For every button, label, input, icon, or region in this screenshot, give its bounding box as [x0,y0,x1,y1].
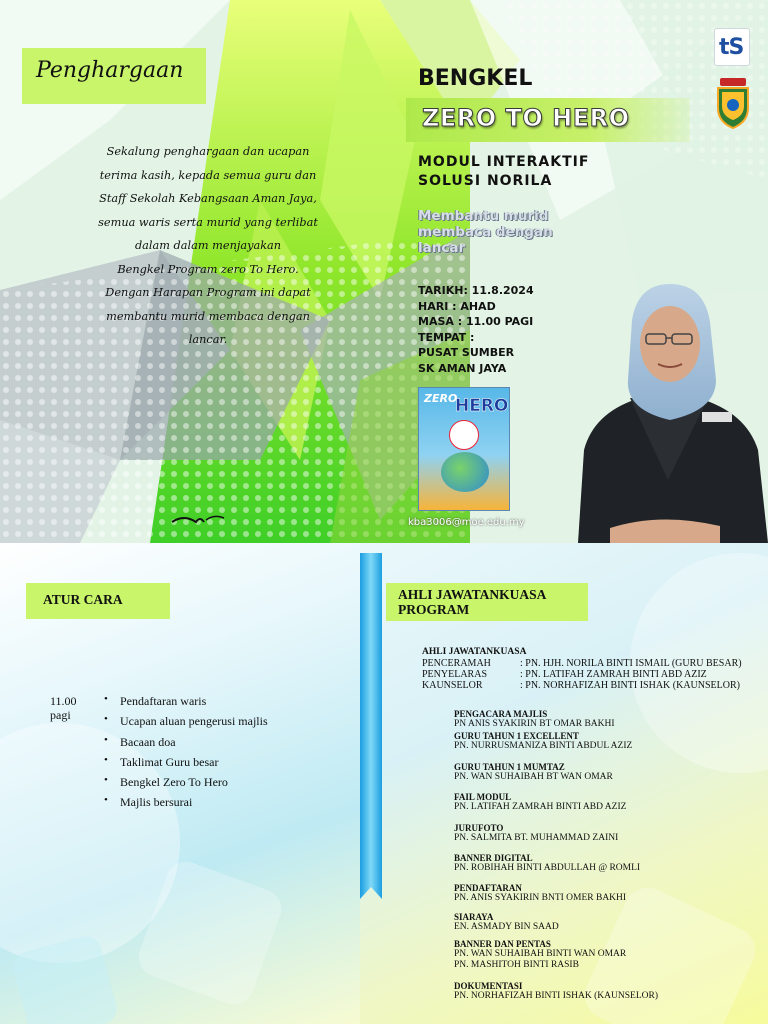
flourish-bird-icon [170,512,226,532]
event-details [418,283,534,376]
speaker-photo [570,280,768,543]
role-block [454,709,615,730]
purpose-line: membaca dengan [418,224,553,240]
role-member: PN ANIS SYAKIRIN BT OMAR BAKHI [454,719,615,729]
committee-panel [360,543,768,1024]
book-badge-icon [449,420,479,450]
committee-member: : PN. LATIFAH ZAMRAH BINTI ABD AZIZ [520,669,707,680]
event-day: HARI : AHAD [418,299,496,313]
contact-email: kba3006@moe.edu.my [408,517,525,528]
role-member: PN. ANIS SYAKIRIN BNTI OMER BAKHI [454,893,627,903]
event-date: TARIKH: 11.8.2024 [418,284,534,297]
main-committee [422,647,742,691]
role-title: GURU TAHUN 1 EXCELLENT [454,731,579,741]
main-committee-caption: AHLI JAWATANKUASA [422,647,527,657]
purpose-line: lancar [418,240,466,256]
module-book-cover [418,387,510,511]
event-venue-line: SK AMAN JAYA [418,361,507,375]
acknowledgement-line: membantu murid membaca dengan [106,309,310,323]
agenda-title: ATUR CARA [43,592,123,607]
agenda-title-box [26,583,170,619]
agenda-list [104,694,268,816]
book-title-zero: ZERO [424,392,458,405]
agenda-panel [0,543,360,1024]
purpose-text [418,208,553,256]
committee-member: : PN. NORHAFIZAH BINTI ISHAK (KAUNSELOR) [520,680,740,691]
role-member: PN. SALMITA BT. MUHAMMAD ZAINI [454,833,619,843]
committee-title-box [386,583,588,621]
module-line: MODUL INTERAKTIF [418,154,590,170]
role-block [454,853,640,874]
role-block [454,823,618,844]
module-title [418,153,589,191]
acknowledgement-text [80,140,336,352]
program-name: ZERO TO HERO [422,104,630,132]
role-block [454,731,632,752]
acknowledgement-line: lancar. [188,333,228,346]
role-block [454,762,613,783]
role-member: PN. WAN SUHAIBAH BINTI WAN OMAR [454,949,627,959]
acknowledgement-line: semua waris serta murid yang terlibat [98,215,318,229]
book-globe-icon [441,452,489,492]
role-title: JURUFOTO [454,823,504,833]
committee-title-line: AHLI JAWATANKUASA [398,587,547,602]
agenda-time: 11.00 pagi [50,694,77,722]
book-title-hero: HERO [455,396,509,416]
cover-heading: BENGKEL [418,66,533,91]
event-venue-label: TEMPAT : [418,330,475,344]
agenda-item: • Taklimat Guru besar [104,755,268,775]
role-block [454,981,658,1002]
agenda-item: • Pendaftaran waris [104,694,268,714]
role-block [454,939,626,970]
committee-role: PENYELARAS [422,669,488,680]
role-member: PN. LATIFAH ZAMRAH BINTI ABD AZIZ [454,802,627,812]
event-time: MASA : 11.00 PAGI [418,315,534,328]
purpose-line: Membantu murid [418,208,549,224]
acknowledgement-title-box [22,48,206,104]
acknowledgement-line: dalam dalam menjayakan [134,239,282,252]
acknowledgement-title: Penghargaan [36,58,184,83]
acknowledgement-line: terima kasih, kepada semua guru dan [99,168,317,182]
committee-role: KAUNSELOR [422,680,483,691]
role-title: GURU TAHUN 1 MUMTAZ [454,762,565,772]
committee-title [398,587,546,617]
role-title: PENDAFTARAN [454,883,522,893]
role-title: PENGACARA MAJLIS [454,709,548,719]
role-title: SIARAYA [454,912,494,922]
module-line: SOLUSI NORILA [418,173,553,189]
role-title: FAIL MODUL [454,792,512,802]
role-member: PN. WAN SUHAIBAH BT WAN OMAR [454,772,613,782]
committee-title-line: PROGRAM [398,602,470,617]
role-block [454,792,626,813]
acknowledgement-line: Bengkel Program zero To Hero. [117,262,299,276]
school-crest-logo [714,74,752,130]
committee-role: PENCERAMAH [422,658,491,669]
role-title: DOKUMENTASI [454,981,523,991]
committee-member: : PN. HJH. NORILA BINTI ISMAIL (GURU BESAR) [520,658,742,669]
role-member: PN. NORHAFIZAH BINTI ISHAK (KAUNSELOR) [454,991,658,1001]
program-name-band [406,98,690,142]
ts-logo: tS [714,28,750,66]
role-block [454,912,559,933]
role-block [454,883,626,904]
main-committee-row [422,669,742,680]
acknowledgement-line: Staff Sekolah Kebangsaan Aman Jaya, [99,192,317,205]
main-committee-row [422,680,742,691]
agenda-item: • Bacaan doa [104,735,268,755]
event-venue-line: PUSAT SUMBER [418,346,515,359]
role-member: EN. ASMADY BIN SAAD [454,922,559,932]
acknowledgement-line: Dengan Harapan Program ini dapat [105,286,311,299]
role-title: BANNER DAN PENTAS [454,939,551,949]
role-member: PN. MASHITOH BINTI RASIB [454,959,579,970]
acknowledgement-line: Sekalung penghargaan dan ucapan [106,145,310,158]
agenda-item: • Ucapan aluan pengerusi majlis [104,714,268,734]
agenda-item: • Bengkel Zero To Hero [104,775,268,795]
main-committee-row [422,658,742,669]
agenda-item: • Majlis bersurai [104,795,268,815]
role-title: BANNER DIGITAL [454,853,533,863]
role-member: PN. ROBIHAH BINTI ABDULLAH @ ROMLI [454,863,641,873]
role-member: PN. NURRUSMANIZA BINTI ABDUL AZIZ [454,741,633,751]
